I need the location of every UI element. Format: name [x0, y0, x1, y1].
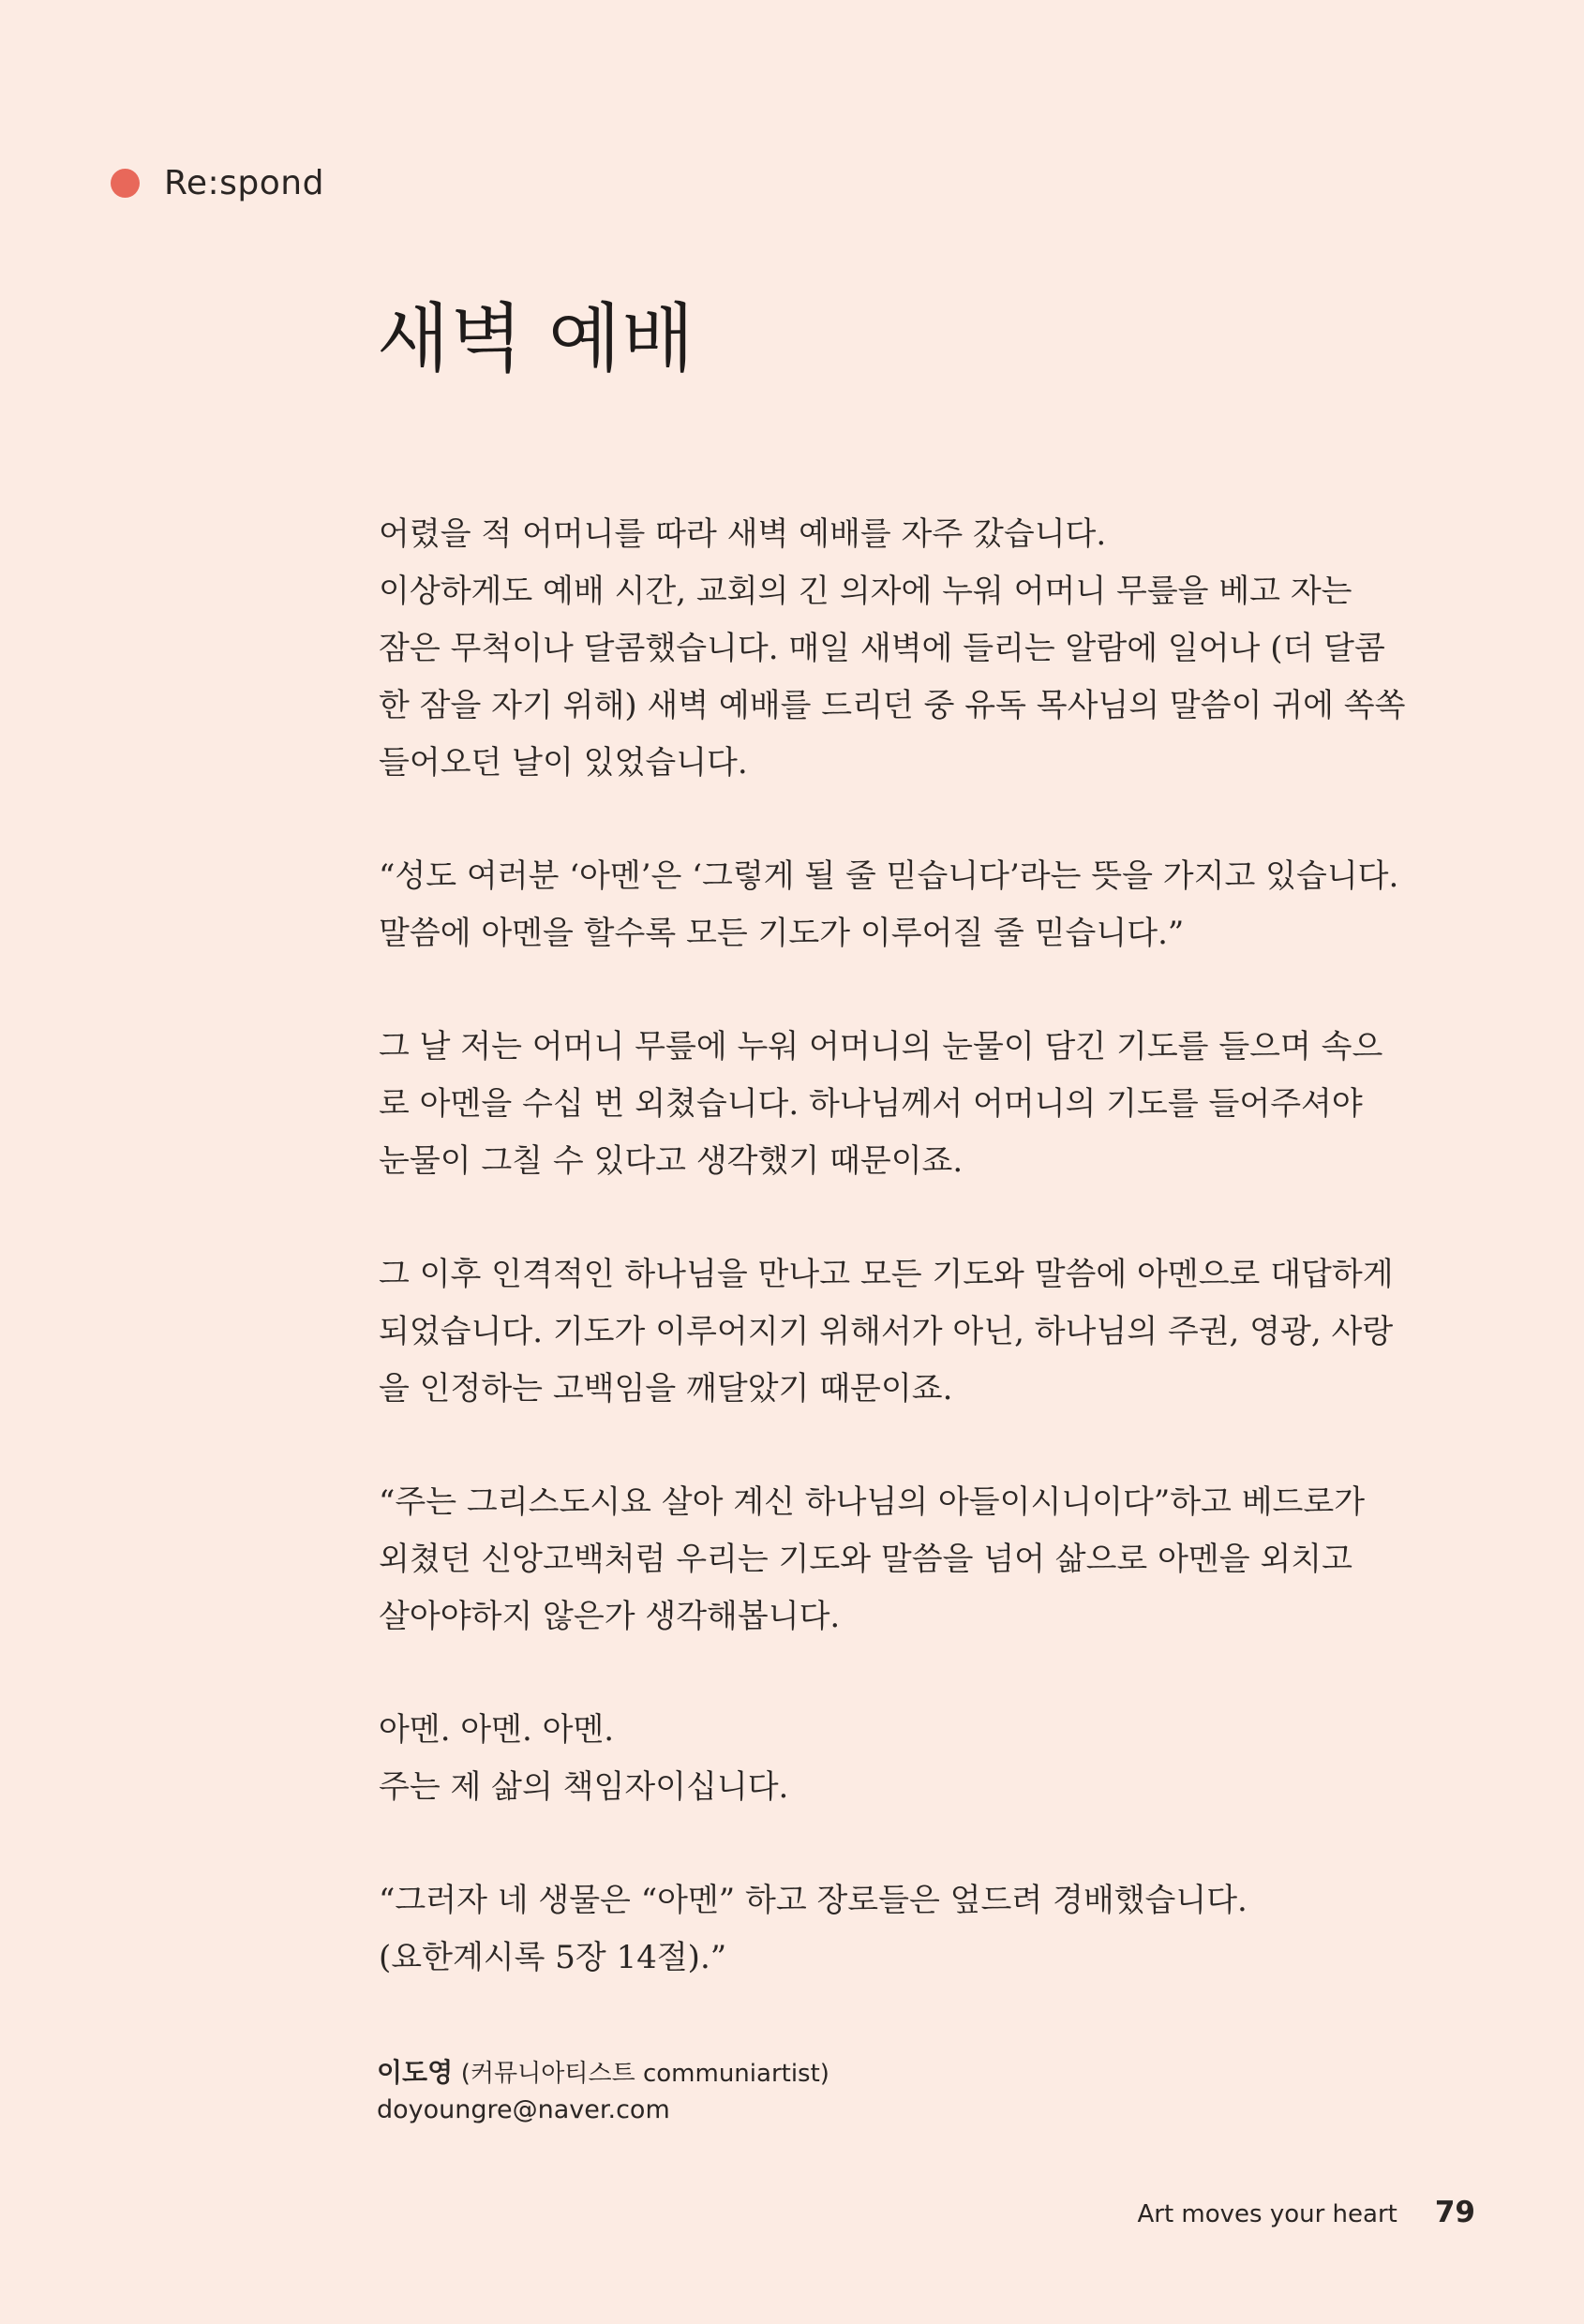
article-body [379, 506, 1406, 2043]
page-number: 79 [1434, 2196, 1475, 2229]
paragraph-line: 그 이후 인격적인 하나님을 만나고 모든 기도와 말씀에 아멘으로 대답하게 [379, 1256, 1394, 1293]
paragraph-line: 이상하게도 예배 시간, 교회의 긴 의자에 누워 어머니 무릎을 베고 자는 [379, 573, 1352, 610]
paragraph [379, 1019, 1400, 1190]
section-label: Re:spond [164, 163, 324, 202]
paragraph-line: (요한계시록 5장 14절).” [379, 1939, 727, 1976]
paragraph-line: “성도 여러분 ‘아멘’은 ‘그렇게 될 줄 믿습니다’라는 뜻을 가지고 있습니다. [379, 857, 1399, 895]
paragraph-line: 살아야하지 않은가 생각해봅니다. [379, 1598, 841, 1635]
paragraph-line: 로 아멘을 수십 번 외쳤습니다. 하나님께서 어머니의 기도를 들어주셔야 [379, 1085, 1363, 1123]
paragraph [379, 1702, 1400, 1816]
author-line [377, 2054, 829, 2092]
paragraph-line: 들어오던 날이 있었습니다. [379, 744, 748, 782]
paragraph-line: 되었습니다. 기도가 이루어지기 위해서가 아닌, 하나님의 주권, 영광, 사랑 [379, 1313, 1394, 1350]
page-footer [1137, 2196, 1475, 2229]
author-name: 이도영 [377, 2057, 454, 2088]
paragraph-line: 한 잠을 자기 위해) 새벽 예배를 드리던 중 유독 목사님의 말씀이 귀에 쏙쏙 [379, 687, 1406, 724]
paragraph-line: 을 인정하는 고백임을 깨달았기 때문이죠. [379, 1370, 953, 1408]
paragraph [379, 1474, 1400, 1646]
paragraph [379, 506, 1406, 792]
paragraph [379, 848, 1400, 962]
author-role: (커뮤니아티스트 communiartist) [460, 2060, 829, 2088]
paragraph-line: 눈물이 그칠 수 있다고 생각했기 때문이죠. [379, 1142, 964, 1180]
paragraph-line: 어렸을 적 어머니를 따라 새벽 예배를 자주 갔습니다. [379, 515, 1107, 553]
section-tag [111, 159, 324, 206]
paragraph-line: 그 날 저는 어머니 무릎에 누워 어머니의 눈물이 담긴 기도를 들으며 속으 [379, 1028, 1383, 1065]
paragraph-line: 잠은 무척이나 달콤했습니다. 매일 새벽에 들리는 알람에 일어나 (더 달콤 [379, 630, 1385, 667]
paragraph [379, 1246, 1400, 1418]
paragraph-line: 외쳤던 신앙고백처럼 우리는 기도와 말씀을 넘어 삶으로 아멘을 외치고 [379, 1541, 1352, 1578]
author-info [377, 2054, 829, 2129]
footer-slogan: Art moves your heart [1137, 2200, 1397, 2228]
paragraph-line: “주는 그리스도시요 살아 계신 하나님의 아들이시니이다”하고 베드로가 [379, 1483, 1366, 1521]
section-dot-icon [111, 169, 140, 198]
paragraph-line: 주는 제 삶의 책임자이십니다. [379, 1768, 789, 1806]
paragraph [379, 1872, 1400, 1987]
paragraph-line: 말씀에 아멘을 할수록 모든 기도가 이루어질 줄 믿습니다.” [379, 915, 1185, 952]
paragraph-line: “그러자 네 생물은 “아멘” 하고 장로들은 엎드려 경배했습니다. [379, 1882, 1248, 1919]
author-email: doyoungre@naver.com [377, 2095, 670, 2124]
paragraph-line: 아멘. 아멘. 아멘. [379, 1711, 615, 1749]
article-title: 새벽 예배 [377, 295, 695, 382]
